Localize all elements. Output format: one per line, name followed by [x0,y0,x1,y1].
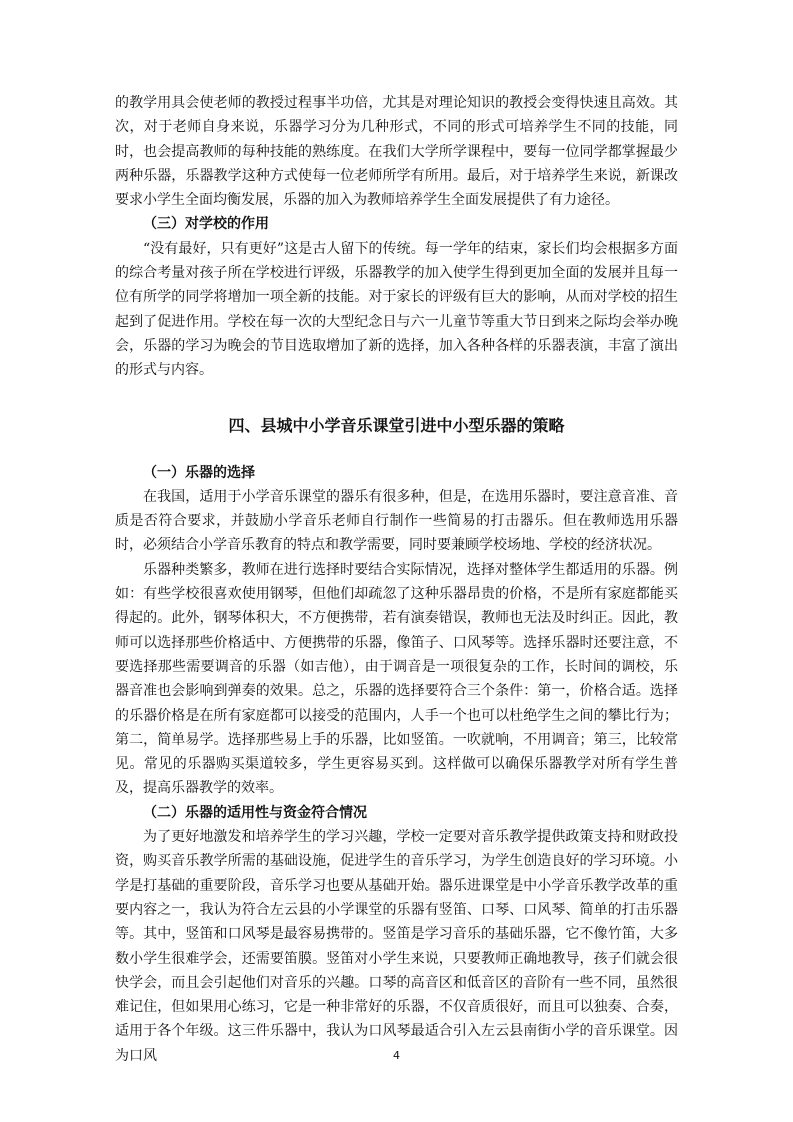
section-heading: 四、县城中小学音乐课堂引进中小型乐器的策略 [228,415,565,435]
subheading: （二）乐器的适用性与资金符合情况 [143,804,367,821]
paragraph: 的教学用具会使老师的教授过程事半功倍，尤其是对理论知识的教授会变得快速且高效。其次，对于老师自身来说，乐器学习分为几种形式，不同的形式可培养学生不同的技能，同时，也会提高教师的每种技能的熟练度。在我们大学所学课程中，要每一位同学都掌握最少两种乐器，乐器教学这种方式使每一位老师所学有所用。最后，对于培养学生来说，新课改要求小学生全面均衡发展，乐器的加入为教师培养学生全面发展提供了有力途径。 [115,95,678,209]
page-number: 4 [393,1049,400,1062]
paragraph: 乐器种类繁多，教师在进行选择时要结合实际情况，选择对整体学生都适用的乐器。例如：有些学校很喜欢使用钢琴，但他们却疏忽了这种乐器昂贵的价格，不是所有家庭都能买得起的。此外，钢琴体积大，不方便携带，若有演奏错误，教师也无法及时纠正。因此，教师可以选择那些价格适中、方便携带的乐器，像笛子、口风琴等。选择乐器时还要注意，不要选择那些需要调音的乐器（如吉他），由于调音是一项很复杂的工作，长时间的调校，乐器音准也会影响到弹奏的效果。总之，乐器的选择要符合三个条件：第一，价格合适。选择的乐器价格是在所有家庭都可以接受的范围内，人手一个也可以杜绝学生之间的攀比行为；第二，简单易学。选择那些易上手的乐器，比如竖笛。一吹就响，不用调音；第三，比较常见。常见的乐器购买渠道较多，学生更容易买到。这样做可以确保乐器教学对所有学生普及，提高乐器教学的效率。 [115,561,678,797]
subheading: （三）对学校的作用 [143,216,269,233]
paragraph: 为了更好地激发和培养学生的学习兴趣，学校一定要对音乐教学提供政策支持和财政投资，购买音乐教学所需的基础设施，促进学生的音乐学习，为学生创造良好的学习环境。小学是打基础的重要阶段，音乐学习也要从基础开始。器乐进课堂是中小学音乐教学改革的重要内容之一，我认为符合左云县的小学课堂的乐器有竖笛、口琴、口风琴、简单的打击乐器等。其中，竖笛和口风琴是最容易携带的。竖笛是学习音乐的基础乐器，它不像竹笛，大多数小学生很难学会，还需要笛膜。竖笛对小学生来说，只要教师正确地教导，孩子们就会很快学会，而且会引起他们对音乐的兴趣。口琴的高音区和低音区的音阶有一些不同，虽然很难记住，但如果用心练习，它是一种非常好的乐器，不仅音质很好，而且可以独奏、合奏，适用于各个年级。这三件乐器中，我认为口风琴最适合引入左云县南街小学的音乐课堂。因为口风 [115,829,678,1064]
subheading: （一）乐器的选择 [143,464,255,481]
page-body [115,91,678,1068]
paragraph: “没有最好，只有更好”这是古人留下的传统。每一学年的结束，家长们均会根据多方面的综合考量对孩子所在学校进行评级，乐器教学的加入使学生得到更加全面的发展并且每一位有所学的同学将增加一项全新的技能。对于家长的评级有巨大的影响，从而对学校的招生起到了促进作用。学校在每一次的大型纪念日与六一儿童节等重大节日到来之际均会举办晚会，乐器的学习为晚会的节目选取增加了新的选择，加入各种各样的乐器表演，丰富了演出的形式与内容。 [115,240,678,379]
paragraph: 在我国，适用于小学音乐课堂的器乐有很多种，但是，在选用乐器时，要注意音准、音质是否符合要求，并鼓励小学音乐老师自行制作一些简易的打击器乐。但在教师选用乐器时，必须结合小学音乐教育的特点和教学需要，同时要兼顾学校场地、学校的经济状况。 [115,488,678,554]
